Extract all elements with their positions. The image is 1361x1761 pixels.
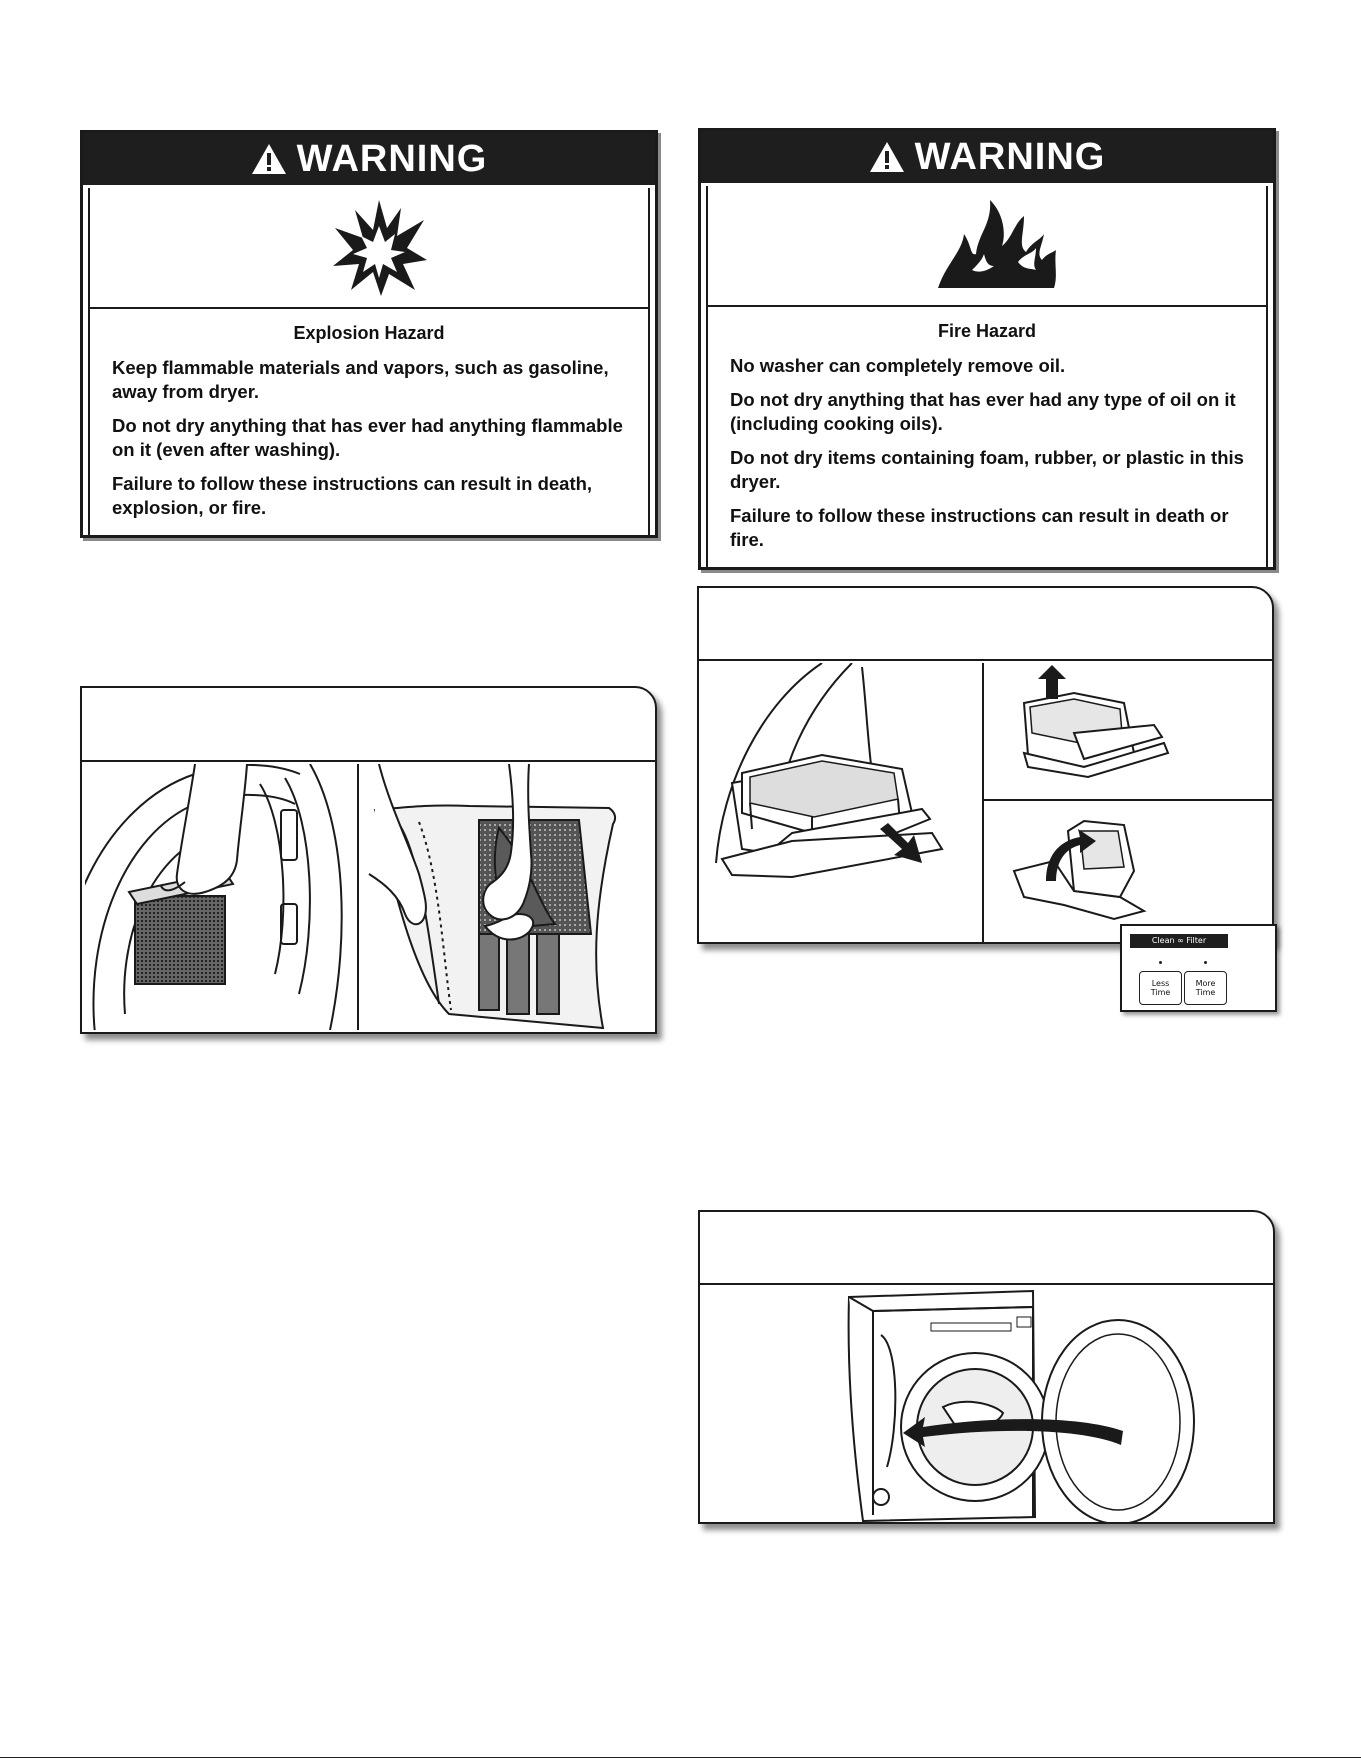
indicator-dot <box>1204 961 1207 964</box>
warning-explosion-box <box>80 130 658 538</box>
hazard-title: Fire Hazard <box>937 321 1037 341</box>
less-time-button[interactable] <box>1139 971 1182 1005</box>
remove-lint-screen-illustration <box>85 764 355 1030</box>
warning-triangle-icon <box>251 143 287 175</box>
warning-header-text: WARNING <box>296 137 488 180</box>
open-filter-illustration <box>982 801 1274 942</box>
filter-removal-illustration-panel <box>697 586 1274 944</box>
warning-header-text: WARNING <box>914 135 1106 178</box>
warning-fire-box <box>698 128 1276 570</box>
fire-icon <box>932 194 1062 294</box>
indicator-dot <box>1159 961 1162 964</box>
footer-rule <box>0 1757 1361 1758</box>
more-time-button[interactable] <box>1184 971 1227 1005</box>
explosion-text-area <box>88 307 650 537</box>
warning-line: Keep flammable materials and vapors, such as gasoline, away from dryer. <box>112 357 609 402</box>
explosion-icon <box>329 198 429 298</box>
panel-header-bar <box>699 588 1272 661</box>
lift-filter-illustration <box>982 663 1274 801</box>
explosion-icon-area <box>88 188 650 309</box>
less-time-sub: Time <box>1150 988 1171 997</box>
clean-filter-label: Clean ∞ Filter <box>1130 934 1228 948</box>
warning-line: Do not dry anything that has ever had anything flammable on it (even after washing). <box>112 415 623 460</box>
panel-header-bar <box>82 688 655 762</box>
lint-screen-illustration-panel <box>80 686 657 1034</box>
warning-header <box>701 131 1273 183</box>
warning-line: Do not dry anything that has ever had any type of oil on it (including cooking oils). <box>730 389 1236 434</box>
panel-header-bar <box>700 1212 1273 1285</box>
control-panel-inset <box>1120 924 1277 1012</box>
up-arrow-icon <box>1038 665 1066 699</box>
warning-line: Failure to follow these instructions can result in death, explosion, or fire. <box>112 473 593 518</box>
pull-out-filter-illustration <box>702 663 982 942</box>
warning-line: Do not dry items containing foam, rubber, or plastic in this dryer. <box>730 447 1244 492</box>
more-time-label: More <box>1195 979 1216 988</box>
dryer-illustration <box>703 1287 1272 1522</box>
clean-lint-screen-illustration <box>357 764 655 1030</box>
warning-triangle-icon <box>869 141 905 173</box>
warning-line: Failure to follow these instructions can result in death or fire. <box>730 505 1229 550</box>
warning-line: No washer can completely remove oil. <box>730 355 1066 376</box>
more-time-sub: Time <box>1195 988 1216 997</box>
fire-text-area <box>706 305 1268 569</box>
fire-icon-area <box>706 186 1268 307</box>
less-time-label: Less <box>1151 979 1170 988</box>
dryer-drum-illustration-panel <box>698 1210 1275 1524</box>
warning-header <box>83 133 655 185</box>
hazard-title: Explosion Hazard <box>293 323 445 343</box>
